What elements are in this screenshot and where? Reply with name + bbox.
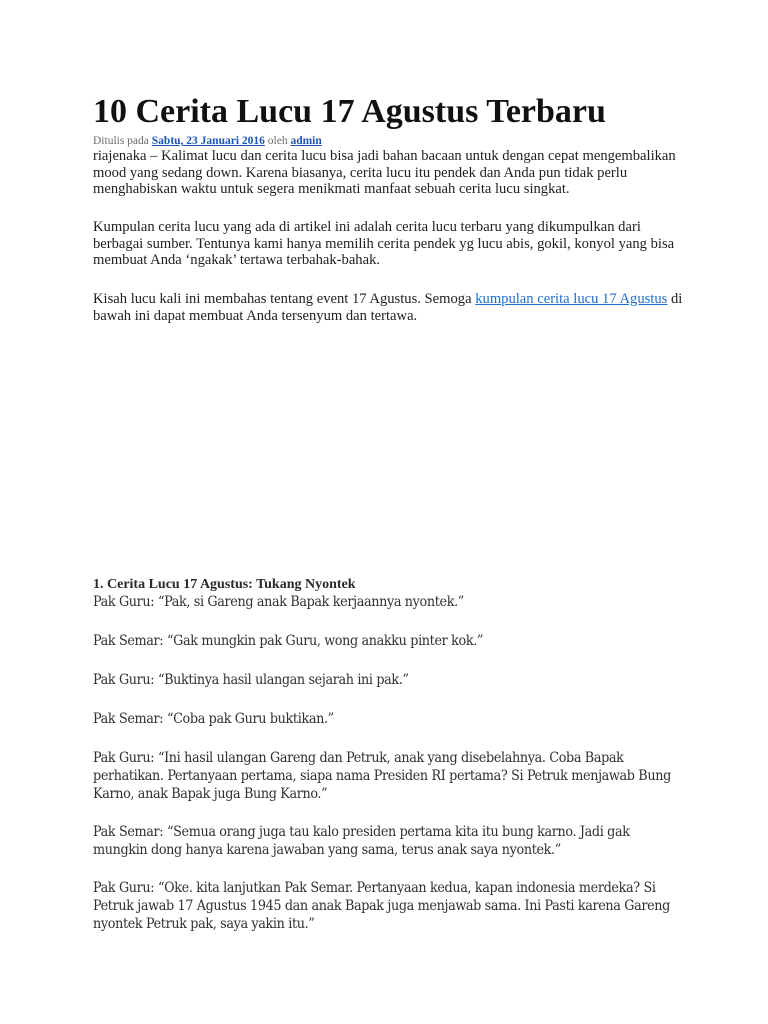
story-title: 1. Cerita Lucu 17 Agustus: Tukang Nyontek [93,577,356,592]
intro-paragraph-2: Kumpulan cerita lucu yang ada di artikel ini adalah cerita lucu terbaru yang dikumpulkan dari berbagai sumber. Tentunya kami hanya memilih cerita pendek yg lucu abis, gokil, konyol yang bisa membuat Anda ‘ngakak’ tertawa terbahak-bahak. [93,219,675,268]
intro-text-before-link: Kisah lucu kali ini membahas tentang event 17 Agustus. Semoga [93,291,476,307]
intro-paragraph-3 [93,291,683,324]
article-meta [93,134,322,148]
kumpulan-cerita-link[interactable]: kumpulan cerita lucu 17 Agustus [475,291,668,307]
meta-author-link[interactable]: admin [290,135,322,147]
dialog-line-3: Pak Guru: “Buktinya hasil ulangan sejarah ini pak.” [93,672,409,688]
dialog-line-5: Pak Guru: “Ini hasil ulangan Gareng dan Petruk, anak yang disebelahnya. Coba Bapak perhatikan. Pertanyaan pertama, siapa nama Presiden RI pertama? Si Petruk menjawab Bung Karno, anak Bapak juga Bung Karno.” [93,750,671,802]
meta-by-label: oleh [264,135,291,147]
article-title: 10 Cerita Lucu 17 Agustus Terbaru [93,93,606,130]
meta-written-label: Ditulis pada [93,135,152,147]
intro-text-after-link: di bawah ini dapat membuat Anda tersenyum dan tertawa. [93,291,683,324]
dialog-line-7: Pak Guru: “Oke. kita lanjutkan Pak Semar. Pertanyaan kedua, kapan indonesia merdeka? Si Petruk jawab 17 Agustus 1945 dan anak Bapak juga menjawab sama. Ini Pasti karena Gareng nyontek Petruk pak, saya yakin itu.” [93,880,670,932]
dialog-line-4: Pak Semar: “Coba pak Guru buktikan.” [93,711,334,727]
intro-paragraph-1: riajenaka – Kalimat lucu dan cerita lucu bisa jadi bahan bacaan untuk dengan cepat mengembalikan mood yang sedang down. Karena biasanya, cerita lucu itu pendek dan Anda pun tidak perlu menghabiskan waktu untuk segera menikmati manfaat sebuah cerita lucu singkat. [93,148,676,197]
meta-date-link[interactable]: Sabtu, 23 Januari 2016 [151,135,265,147]
dialog-line-1: Pak Guru: “Pak, si Gareng anak Bapak kerjaannya nyontek.” [93,594,464,610]
dialog-line-6: Pak Semar: “Semua orang juga tau kalo presiden pertama kita itu bung karno. Jadi gak mungkin dong hanya karena jawaban yang sama, terus anak saya nyontek.” [93,824,630,858]
dialog-line-2: Pak Semar: “Gak mungkin pak Guru, wong anakku pinter kok.” [93,633,484,649]
